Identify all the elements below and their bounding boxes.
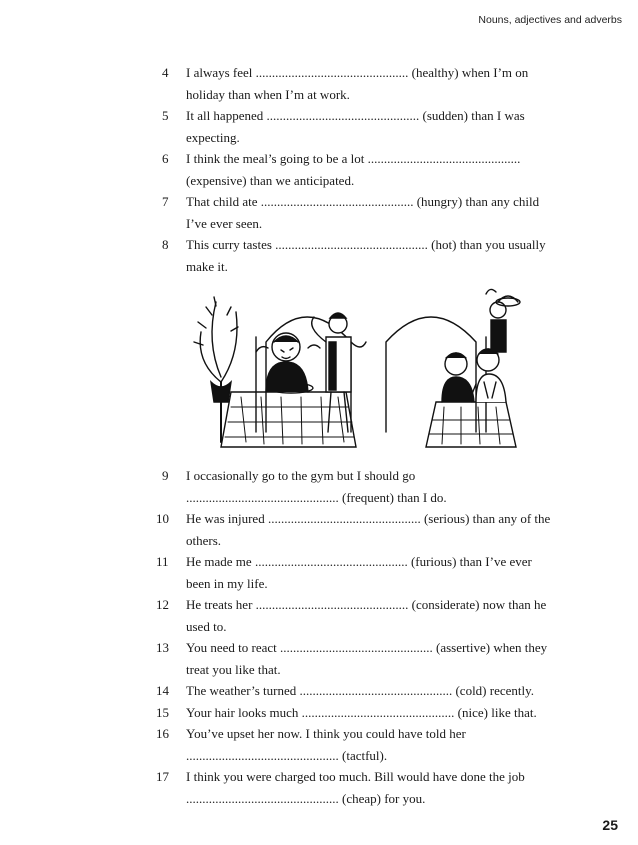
item-line-1: You need to react ............................................... (assertive) when they xyxy=(186,640,548,655)
item-number: 17 xyxy=(156,769,169,784)
item-line-2: (expensive) than we anticipated. xyxy=(186,172,355,188)
item-line-2: expecting. xyxy=(186,129,240,145)
item-line-2: used to. xyxy=(186,618,227,634)
item-number: 12 xyxy=(156,597,169,612)
item-line-1: I think you were charged too much. Bill would have done the job xyxy=(186,769,525,784)
item-number: 5 xyxy=(162,108,169,123)
item-line-2: treat you like that. xyxy=(186,661,281,677)
item-number: 8 xyxy=(162,237,169,252)
item-line-1: I think the meal’s going to be a lot ............................................... xyxy=(186,151,521,166)
section-title: Nouns, adjectives and adverbs xyxy=(478,14,622,26)
exercise-item xyxy=(156,766,602,809)
exercise-item xyxy=(156,508,602,551)
item-number: 11 xyxy=(156,554,169,569)
item-line-1: This curry tastes ............................................... (hot) than you usually xyxy=(186,237,546,252)
exercise-list-bottom xyxy=(156,465,602,809)
exercise-item xyxy=(156,551,602,594)
restaurant-cartoon-illustration xyxy=(186,282,526,458)
item-number: 7 xyxy=(162,194,169,209)
exercise-item xyxy=(156,594,602,637)
item-line-1: Your hair looks much ............................................... (nice) like that. xyxy=(186,704,537,720)
item-number: 14 xyxy=(156,683,169,698)
item-line-2: been in my life. xyxy=(186,575,268,591)
exercise-item xyxy=(162,105,602,148)
exercise-item xyxy=(162,465,602,508)
item-line-2: I’ve ever seen. xyxy=(186,215,263,231)
item-line-1: You’ve upset her now. I think you could have told her xyxy=(186,726,466,741)
exercise-list-top xyxy=(162,62,602,277)
item-number: 9 xyxy=(162,468,169,483)
item-number: 15 xyxy=(156,704,169,720)
item-number: 16 xyxy=(156,726,169,741)
item-line-1: I always feel ............................................... (healthy) when I’m on xyxy=(186,65,529,80)
exercise-item xyxy=(156,637,602,680)
item-line-2: ............................................... (tactful). xyxy=(186,747,388,763)
exercise-item xyxy=(162,62,602,105)
exercise-item xyxy=(162,234,602,277)
exercise-item xyxy=(156,680,602,702)
item-line-1: He was injured ............................................... (serious) than any of the xyxy=(186,511,551,526)
item-line-1: He treats her ............................................... (considerate) now than he xyxy=(186,597,547,612)
item-line-1: The weather’s turned ............................................... (cold) recently. xyxy=(186,683,535,698)
item-line-2: others. xyxy=(186,532,222,548)
exercise-item xyxy=(162,148,602,191)
exercise-item xyxy=(156,723,602,766)
item-number: 13 xyxy=(156,640,169,655)
exercise-item xyxy=(162,191,602,234)
item-number: 6 xyxy=(162,151,169,166)
item-line-2: ............................................... (cheap) for you. xyxy=(186,790,426,806)
item-number: 4 xyxy=(162,65,169,80)
item-line-1: It all happened ............................................... (sudden) than I was xyxy=(186,108,525,123)
item-number: 10 xyxy=(156,511,169,526)
item-line-1: He made me ............................................... (furious) than I’ve ever xyxy=(186,554,532,569)
item-line-2: holiday than when I’m at work. xyxy=(186,86,350,102)
item-line-2: ............................................... (frequent) than I do. xyxy=(186,489,447,505)
item-line-1: I occasionally go to the gym but I should go xyxy=(186,468,416,483)
exercise-item xyxy=(156,702,602,724)
page-number: 25 xyxy=(602,817,618,833)
item-line-1: That child ate ............................................... (hungry) than any child xyxy=(186,194,540,209)
item-line-2: make it. xyxy=(186,258,228,274)
